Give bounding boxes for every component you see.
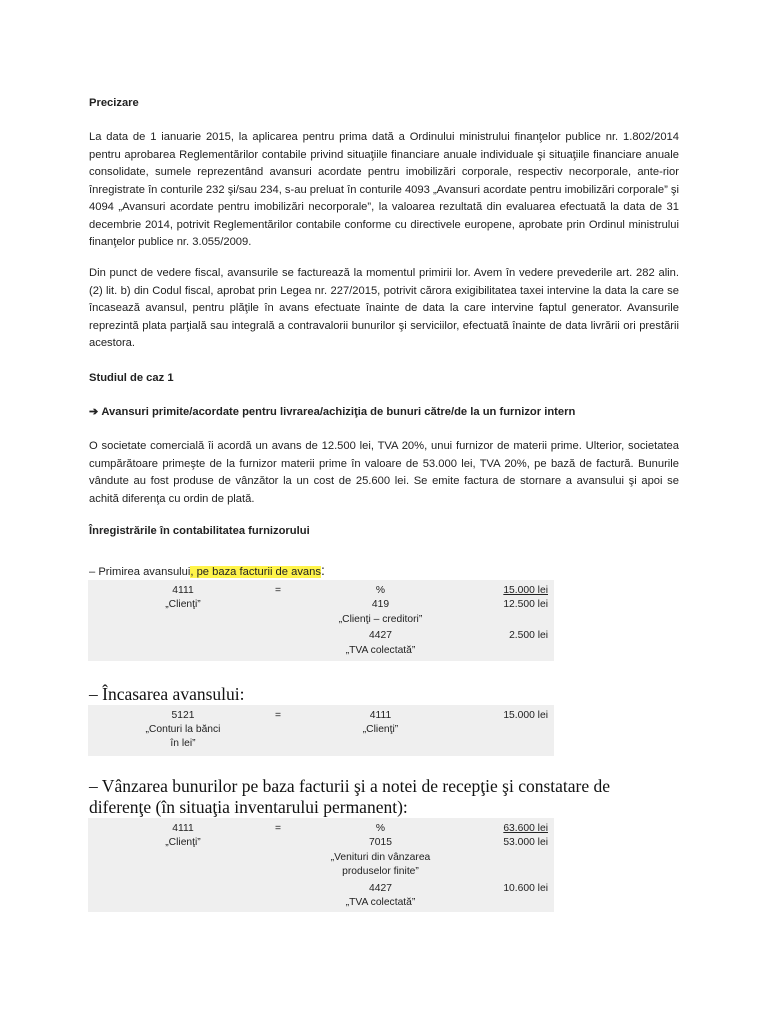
entry2-debit-name-1: „Conturi la bănci [145,724,221,735]
heading-precizare: Precizare [89,97,139,109]
ledger-entry1 [88,580,554,661]
entry2-credit-name: „Clienţi” [362,724,399,735]
entry3-line1-account: 7015 [369,837,392,848]
entry1-line1-account: 419 [371,599,390,610]
entry1-label-prefix: – Primirea avansului [89,566,191,578]
entry2-equals: = [274,710,281,721]
heading-records: Înregistrările în contabilitatea furnizorului [89,525,310,537]
entry1-credit-header: % [375,585,386,596]
entry3-line1-name-1: „Venituri din vânzarea [330,852,431,863]
entry3-line2-amount: 10.600 lei [503,883,548,894]
entry2-debit-account: 5121 [171,710,195,721]
entry2-debit-name-2: în lei” [170,738,196,749]
entry3-line2-name: „TVA colectată” [345,897,416,908]
entry1-total: 15.000 lei [503,585,548,596]
paragraph-fiscal: Din punct de vedere fiscal, avansurile se facturează la momentul primirii lor. Avem în vedere prevederile art. 282 alin. (2) lit. b) din Codul fiscal, aprobat prin Legea nr. 227/2015, potrivit cărora exigibilitatea taxei intervine la data la care se încasează avansul, pentru plăţile în avans efectuate înainte de data la care intervine faptul generator. Avansurile reprezintă plata parţială sau integrală a contravalorii bunurilor şi serviciilor, efectuată înainte de data livrării ori prestării acestora. [89,267,679,349]
entry1-debit-account: 4111 [172,585,194,596]
entry3-label-line2: diferenţe (în situaţia inventarului permanent): [89,797,408,817]
entry3-label-line1: – Vânzarea bunurilor pe baza facturii şi a notei de recepţie şi constatare de [89,776,611,796]
paragraph-precizare: La data de 1 ianuarie 2015, la aplicarea pentru prima dată a Ordinului ministrului finanţelor publice nr. 1.802/2014 pentru aprobarea Reglementărilor contabile privind situaţiile financiare anuale individuale şi situaţiile financiare anuale consolidate, sumele reprezentând avansuri acordate pentru imobilizări corporale, respectiv necorporale, ante-rior înregistrate în conturile 232 şi/sau 234, s-au preluat în conturile 4093 „Avansuri acordate pentru imobilizări corporale” şi 4094 „Avansuri acordate pentru imobilizări necorporale”, la valoarea rezultată din evaluarea efectuată la data de 31 decembrie 2014, potrivit Reglementărilor contabile conforme cu directivele europene, aprobate prin Ordinul ministrului finanţelor publice nr. 3.055/2009. [89,131,679,248]
entry3-debit-name: „Clienţi” [165,837,201,848]
entry1-line2-account: 4427 [369,630,392,641]
entry1-equals: = [274,585,281,596]
entry3-equals: = [274,823,281,834]
subheading-text: Avansuri primite/acordate pentru livrarea/achiziţia de bunuri către/de la un furnizor intern [101,406,576,418]
ledger-entry2 [88,705,554,756]
entry2-amount: 15.000 lei [503,710,548,721]
subheading-avansuri [89,404,679,422]
ledger-entry3 [88,818,554,912]
entry1-line1-name: „Clienţi – creditori” [338,614,423,625]
entry3-line1-name-2: produselor finite” [342,866,419,877]
entry1-debit-name: „Clienţi” [165,599,201,610]
entry3-line1-amount: 53.000 lei [503,837,548,848]
heading-case-study: Studiul de caz 1 [89,372,174,384]
arrow-right-icon: ➔ [89,406,99,418]
entry3-line2-account: 4427 [369,883,392,894]
entry3-debit-account: 4111 [172,823,194,834]
entry1-line2-amount: 2.500 lei [509,630,548,641]
entry2-credit-account: 4111 [369,710,392,721]
entry3-credit-header: % [375,823,386,834]
entry1-line2-name: „TVA colectată” [345,645,416,656]
entry2-label: – Încasarea avansului: [89,684,245,704]
entry1-label [89,562,325,582]
entry3-total: 63.600 lei [503,823,548,834]
entry1-label-suffix: : [320,562,325,578]
paragraph-case: O societate comercială îi acordă un avans de 12.500 lei, TVA 20%, unui furnizor de materii prime. Ulterior, societatea cumpărătoare primeşte de la furnizor materii prime în valoare de 53.000 lei, TVA 20%, pe bază de factură. Bunurile vândute au fost produse de vânzător la un cost de 25.600 lei. Se emite factura de stornare a avansului şi apoi se achită diferenţa cu ordin de plată. [89,440,679,505]
entry1-label-highlight: , pe baza facturii de avans [190,566,321,578]
entry1-line1-amount: 12.500 lei [503,599,548,610]
